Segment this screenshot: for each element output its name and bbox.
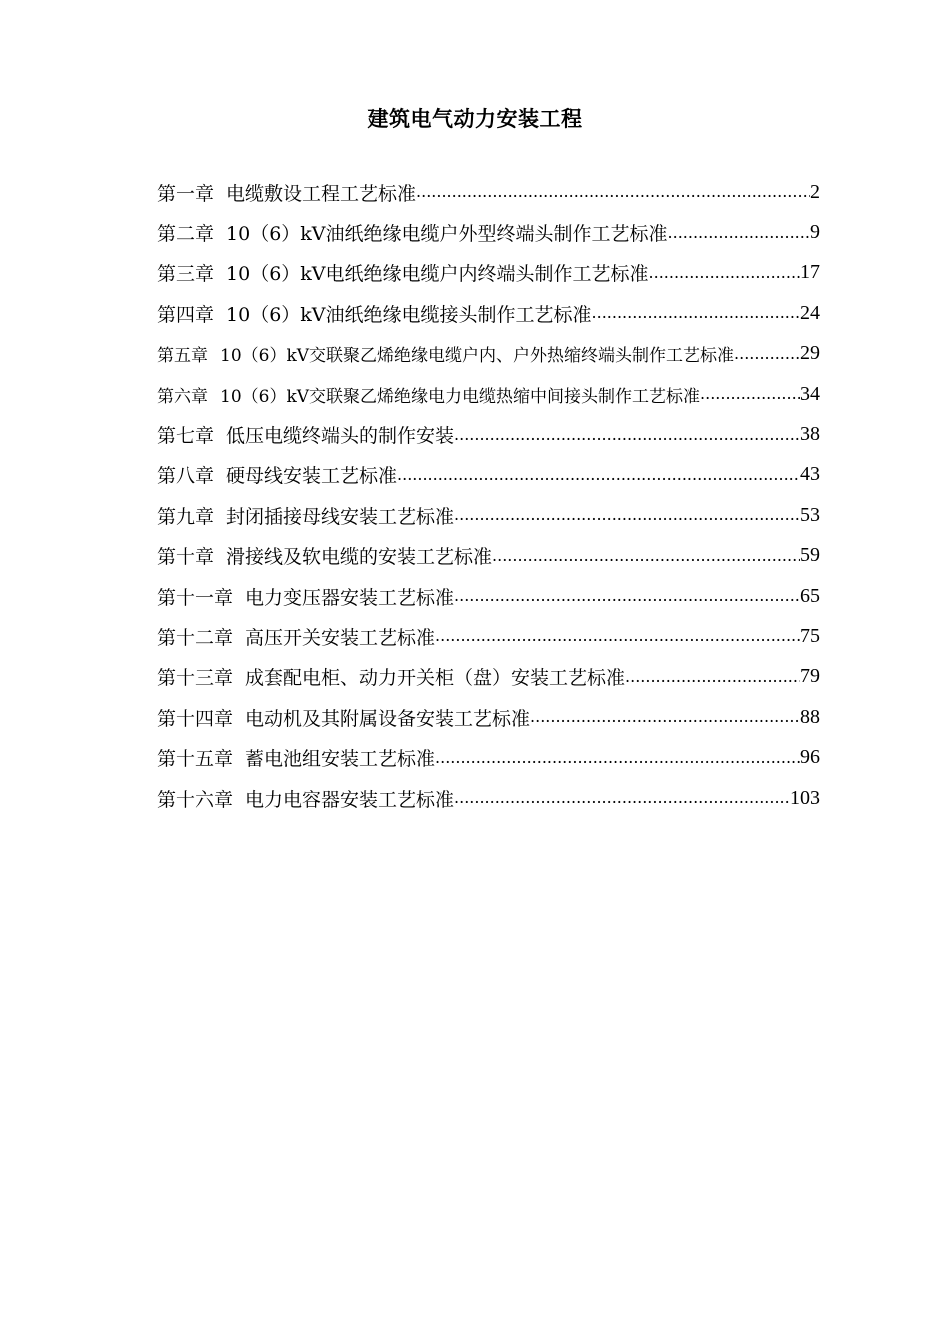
toc-entry[interactable] (157, 334, 820, 374)
toc-page-number: 59 (800, 544, 820, 567)
toc-entry[interactable] (157, 576, 820, 616)
toc-entry[interactable] (157, 253, 820, 293)
toc-entry[interactable] (157, 172, 820, 212)
toc-chapter-number: 第三章 (157, 263, 215, 286)
toc-entry-title: 滑接线及软电缆的安装工艺标准 (226, 546, 493, 569)
toc-chapter-number: 第二章 (157, 223, 215, 246)
toc-dot-leader (492, 544, 800, 568)
toc-page-number: 2 (810, 180, 820, 203)
toc-entry[interactable] (157, 455, 820, 495)
toc-dot-leader (734, 342, 800, 366)
toc-entry[interactable] (157, 697, 820, 737)
toc-dot-leader (435, 624, 800, 648)
toc-dot-leader (416, 180, 810, 204)
toc-page-number: 65 (800, 584, 820, 607)
toc-dot-leader (454, 584, 800, 608)
toc-entry-title: 10（6）kV交联聚乙烯绝缘电缆户内、户外热缩终端头制作工艺标准 (220, 346, 735, 367)
toc-chapter-number: 第十章 (157, 546, 215, 569)
toc-entry-title: 成套配电柜、动力开关柜（盘）安装工艺标准 (245, 667, 626, 690)
toc-dot-leader (454, 423, 800, 447)
toc-chapter-number: 第十五章 (157, 748, 234, 771)
toc-dot-leader (700, 382, 800, 406)
toc-entry-title: 低压电缆终端头的制作安装 (226, 425, 455, 448)
toc-page-number: 24 (800, 301, 820, 324)
toc-chapter-number: 第七章 (157, 425, 215, 448)
toc-entry[interactable] (157, 293, 820, 333)
toc-entry-title: 蓄电池组安装工艺标准 (245, 748, 436, 771)
toc-entry[interactable] (157, 536, 820, 576)
toc-entry-title: 电动机及其附属设备安装工艺标准 (245, 707, 531, 730)
toc-page-number: 29 (800, 342, 820, 365)
toc-entry[interactable] (157, 414, 820, 454)
toc-dot-leader (625, 665, 800, 689)
toc-dot-leader (435, 746, 800, 770)
toc-chapter-number: 第十三章 (157, 667, 234, 690)
toc-chapter-number: 第四章 (157, 303, 215, 326)
toc-chapter-number: 第八章 (157, 465, 215, 488)
toc-entry[interactable] (157, 737, 820, 777)
toc-chapter-number: 第一章 (157, 182, 215, 205)
toc-chapter-number: 第六章 (157, 386, 208, 407)
toc-chapter-number: 第十六章 (157, 788, 234, 811)
toc-page-number: 43 (800, 463, 820, 486)
toc-page-number: 38 (800, 423, 820, 446)
toc-dot-leader (530, 705, 800, 729)
toc-dot-leader (397, 463, 800, 487)
toc-entry[interactable] (157, 212, 820, 252)
document-title: 建筑电气动力安装工程 (367, 106, 583, 131)
toc-chapter-number: 第十二章 (157, 626, 234, 649)
table-of-contents (157, 172, 820, 818)
toc-entry-title: 高压开关安装工艺标准 (245, 626, 436, 649)
toc-chapter-number: 第十四章 (157, 707, 234, 730)
toc-page-number: 53 (800, 503, 820, 526)
toc-dot-leader (649, 261, 800, 285)
toc-entry-title: 电力电容器安装工艺标准 (245, 788, 455, 811)
toc-page-number: 79 (800, 665, 820, 688)
toc-entry-title: 10（6）kV油纸绝缘电缆接头制作工艺标准 (226, 303, 592, 326)
toc-page-number: 17 (800, 261, 820, 284)
toc-entry-title: 10（6）kV油纸绝缘电缆户外型终端头制作工艺标准 (226, 223, 668, 246)
toc-entry-title: 10（6）kV交联聚乙烯绝缘电力电缆热缩中间接头制作工艺标准 (220, 386, 701, 407)
toc-entry[interactable] (157, 657, 820, 697)
toc-chapter-number: 第十一章 (157, 586, 234, 609)
toc-page-number: 88 (800, 705, 820, 728)
toc-page-number: 34 (800, 382, 820, 405)
toc-page-number: 9 (810, 221, 820, 244)
toc-entry[interactable] (157, 778, 820, 818)
toc-chapter-number: 第五章 (157, 346, 208, 367)
toc-dot-leader (592, 301, 800, 325)
toc-page-number: 75 (800, 624, 820, 647)
toc-entry[interactable] (157, 495, 820, 535)
toc-page-number: 103 (790, 786, 820, 809)
toc-entry[interactable] (157, 374, 820, 414)
toc-dot-leader (454, 503, 800, 527)
toc-entry-title: 硬母线安装工艺标准 (226, 465, 398, 488)
toc-dot-leader (668, 221, 810, 245)
toc-dot-leader (454, 786, 790, 810)
toc-entry-title: 电力变压器安装工艺标准 (245, 586, 455, 609)
toc-entry-title: 封闭插接母线安装工艺标准 (226, 505, 455, 528)
toc-entry-title: 电缆敷设工程工艺标准 (226, 182, 417, 205)
toc-chapter-number: 第九章 (157, 505, 215, 528)
toc-page-number: 96 (800, 746, 820, 769)
toc-entry[interactable] (157, 616, 820, 656)
toc-entry-title: 10（6）kV电纸绝缘电缆户内终端头制作工艺标准 (226, 263, 649, 286)
